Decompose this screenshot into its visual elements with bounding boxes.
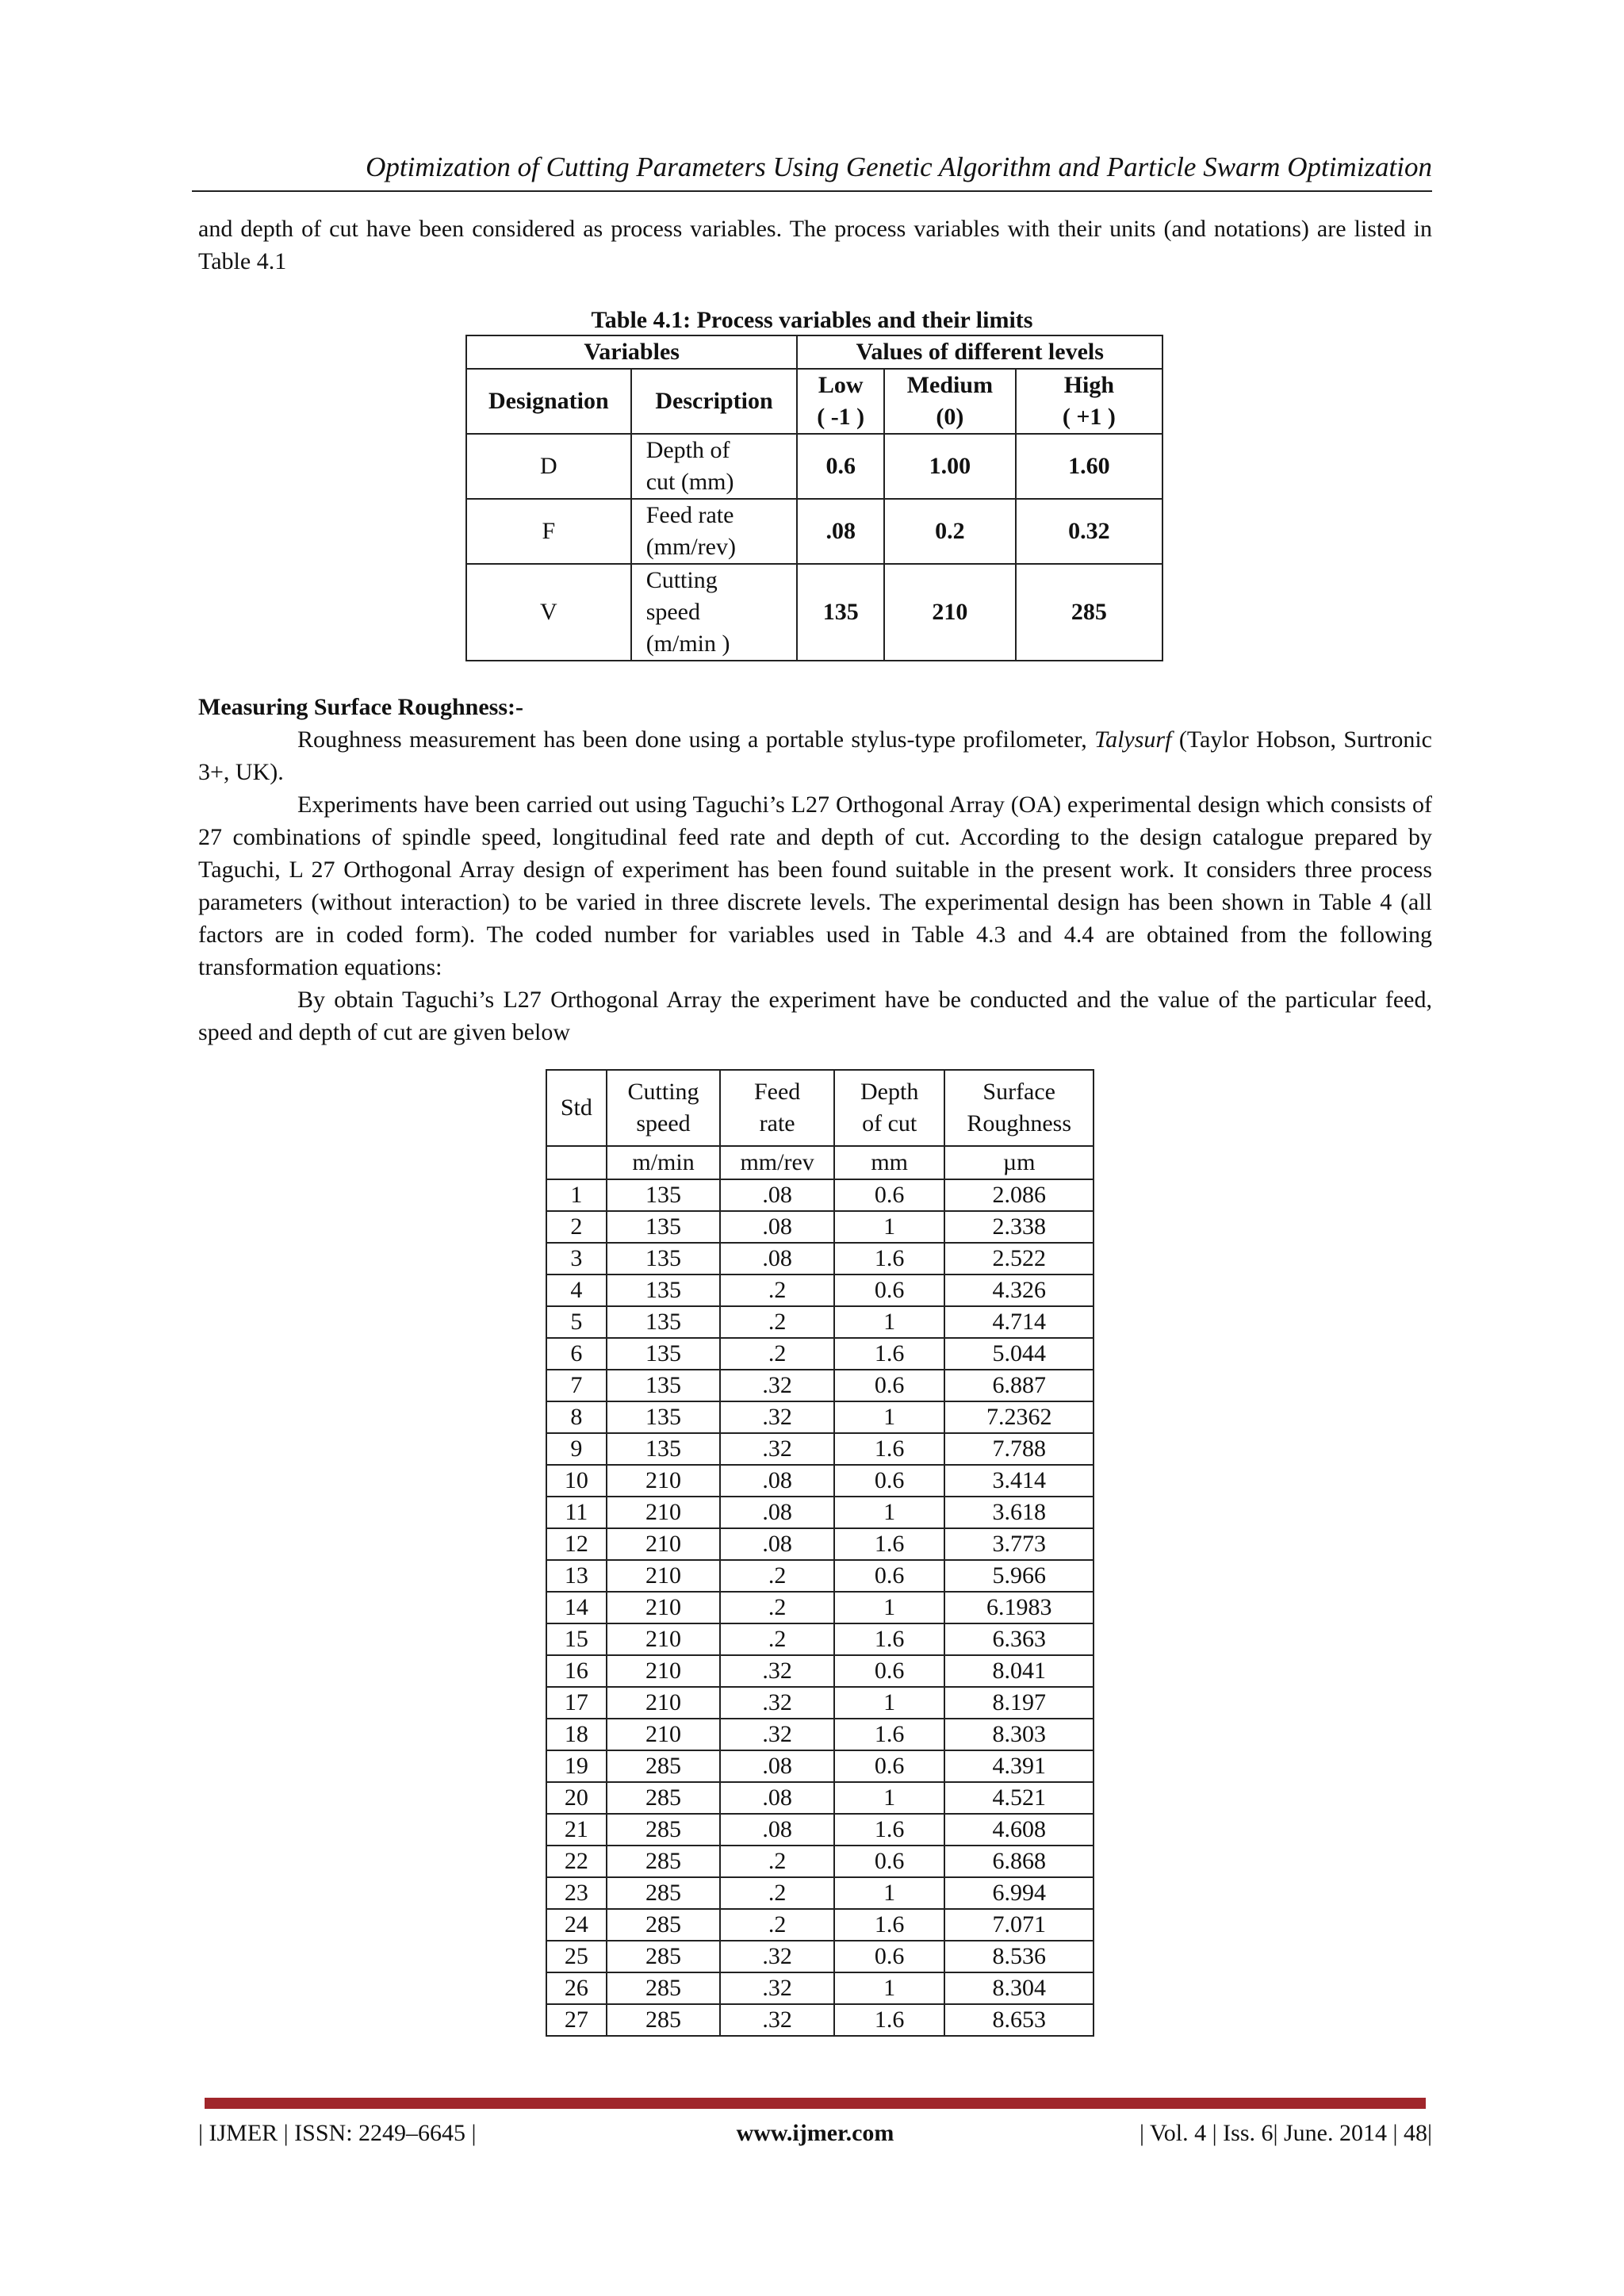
surface-roughness-cell: 8.197 bbox=[944, 1687, 1094, 1719]
surface-roughness-cell: 6.363 bbox=[944, 1623, 1094, 1655]
description-line: Depth of bbox=[645, 437, 730, 463]
table-row bbox=[546, 1623, 1094, 1655]
depth-of-cut-cell: 1.6 bbox=[834, 2004, 944, 2036]
cutting-speed-cell: 210 bbox=[607, 1465, 721, 1497]
paragraph-text: Roughness measurement has been done using a portable stylus-type profilometer, bbox=[297, 726, 1095, 753]
unit-std bbox=[546, 1146, 607, 1179]
surface-roughness-cell: 5.966 bbox=[944, 1560, 1094, 1592]
feed-rate-cell: .08 bbox=[720, 1814, 834, 1846]
std-cell: 7 bbox=[546, 1370, 607, 1401]
footer-website-link[interactable]: www.ijmer.com bbox=[736, 2120, 894, 2146]
header-line: Feed bbox=[753, 1079, 801, 1105]
cutting-speed-cell: 210 bbox=[607, 1560, 721, 1592]
table-row bbox=[546, 1941, 1094, 1972]
cutting-speed-cell: 285 bbox=[607, 2004, 721, 2036]
experiment-rows bbox=[546, 1179, 1094, 2036]
table-row bbox=[546, 1465, 1094, 1497]
feed-rate-cell: .32 bbox=[720, 1972, 834, 2004]
std-cell: 13 bbox=[546, 1560, 607, 1592]
instrument-name: Talysurf bbox=[1094, 726, 1172, 753]
surface-roughness-cell: 6.887 bbox=[944, 1370, 1094, 1401]
high-code: ( +1 ) bbox=[1062, 404, 1116, 430]
surface-roughness-cell: 5.044 bbox=[944, 1338, 1094, 1370]
std-cell: 27 bbox=[546, 2004, 607, 2036]
feed-rate-cell: .2 bbox=[720, 1560, 834, 1592]
col-header-medium bbox=[884, 369, 1016, 434]
cutting-speed-cell: 285 bbox=[607, 1877, 721, 1909]
std-cell: 4 bbox=[546, 1274, 607, 1306]
col-header-cutting-speed bbox=[607, 1070, 721, 1146]
table-row bbox=[546, 1370, 1094, 1401]
feed-rate-cell: .2 bbox=[720, 1592, 834, 1623]
surface-roughness-cell: 2.086 bbox=[944, 1179, 1094, 1211]
feed-rate-cell: .32 bbox=[720, 1941, 834, 1972]
std-cell: 15 bbox=[546, 1623, 607, 1655]
cutting-speed-cell: 285 bbox=[607, 1750, 721, 1782]
col-header-high bbox=[1016, 369, 1162, 434]
table-experiment-results bbox=[546, 1069, 1094, 2037]
table-row bbox=[546, 2004, 1094, 2036]
feed-rate-cell: .2 bbox=[720, 1877, 834, 1909]
col-header-depth-of-cut bbox=[834, 1070, 944, 1146]
table-row bbox=[546, 1274, 1094, 1306]
table-row bbox=[546, 1179, 1094, 1211]
surface-roughness-cell: 6.868 bbox=[944, 1846, 1094, 1877]
cutting-speed-cell: 135 bbox=[607, 1274, 721, 1306]
table-row bbox=[546, 1401, 1094, 1433]
cutting-speed-cell: 135 bbox=[607, 1370, 721, 1401]
std-cell: 11 bbox=[546, 1497, 607, 1528]
description-cell bbox=[631, 564, 798, 661]
col-header-low bbox=[797, 369, 884, 434]
col-header-surface-roughness bbox=[944, 1070, 1094, 1146]
medium-label: Medium bbox=[906, 372, 994, 398]
table-row bbox=[466, 434, 1162, 499]
table-row bbox=[546, 1528, 1094, 1560]
std-cell: 21 bbox=[546, 1814, 607, 1846]
surface-roughness-cell: 7.071 bbox=[944, 1909, 1094, 1941]
medium-value-cell: 0.2 bbox=[884, 499, 1016, 564]
depth-of-cut-cell: 0.6 bbox=[834, 1846, 944, 1877]
unit-depth: mm bbox=[834, 1146, 944, 1179]
table-4-1-caption: Table 4.1: Process variables and their limits bbox=[591, 307, 1033, 333]
depth-of-cut-cell: 1.6 bbox=[834, 1623, 944, 1655]
std-cell: 8 bbox=[546, 1401, 607, 1433]
running-header-title: Optimization of Cutting Parameters Using Genetic Algorithm and Particle Swarm Optimization bbox=[366, 151, 1432, 182]
header-line: speed bbox=[636, 1110, 691, 1137]
table-row bbox=[546, 1306, 1094, 1338]
feed-rate-cell: .08 bbox=[720, 1243, 834, 1274]
feed-rate-cell: .2 bbox=[720, 1274, 834, 1306]
cutting-speed-cell: 135 bbox=[607, 1179, 721, 1211]
paragraph-orthogonal-array: By obtain Taguchi’s L27 Orthogonal Array the experiment have be conducted and the value of the particular feed, speed and depth of cut are given below bbox=[198, 987, 1432, 1045]
cutting-speed-cell: 135 bbox=[607, 1306, 721, 1338]
std-cell: 23 bbox=[546, 1877, 607, 1909]
std-cell: 14 bbox=[546, 1592, 607, 1623]
table-row bbox=[546, 1719, 1094, 1750]
feed-rate-cell: .32 bbox=[720, 1433, 834, 1465]
feed-rate-cell: .32 bbox=[720, 2004, 834, 2036]
table-row bbox=[466, 564, 1162, 661]
paragraph-profilometer bbox=[198, 723, 1432, 788]
intro-text: and depth of cut have been considered as process variables. The process variables with their units (and notations) are listed in Table 4.1 bbox=[198, 216, 1432, 274]
std-cell: 2 bbox=[546, 1211, 607, 1243]
cutting-speed-cell: 135 bbox=[607, 1243, 721, 1274]
unit-speed: m/min bbox=[607, 1146, 721, 1179]
designation-cell: V bbox=[466, 564, 631, 661]
table-row bbox=[546, 1243, 1094, 1274]
header-line: Surface bbox=[982, 1079, 1056, 1105]
depth-of-cut-cell: 0.6 bbox=[834, 1941, 944, 1972]
surface-roughness-cell: 8.653 bbox=[944, 2004, 1094, 2036]
std-cell: 18 bbox=[546, 1719, 607, 1750]
depth-of-cut-cell: 1 bbox=[834, 1497, 944, 1528]
cutting-speed-cell: 210 bbox=[607, 1687, 721, 1719]
std-cell: 10 bbox=[546, 1465, 607, 1497]
depth-of-cut-cell: 1 bbox=[834, 1592, 944, 1623]
low-value-cell: 135 bbox=[797, 564, 884, 661]
std-cell: 9 bbox=[546, 1433, 607, 1465]
description-line: Feed rate bbox=[645, 502, 734, 528]
surface-roughness-cell: 8.536 bbox=[944, 1941, 1094, 1972]
feed-rate-cell: .2 bbox=[720, 1909, 834, 1941]
table-row bbox=[546, 1846, 1094, 1877]
depth-of-cut-cell: 1.6 bbox=[834, 1243, 944, 1274]
surface-roughness-cell: 6.994 bbox=[944, 1877, 1094, 1909]
footer-accent-bar bbox=[205, 2098, 1426, 2109]
surface-roughness-cell: 4.521 bbox=[944, 1782, 1094, 1814]
std-cell: 3 bbox=[546, 1243, 607, 1274]
feed-rate-cell: .2 bbox=[720, 1623, 834, 1655]
header-line: Cutting bbox=[627, 1079, 699, 1105]
surface-roughness-cell: 7.2362 bbox=[944, 1401, 1094, 1433]
col-header-designation: Designation bbox=[466, 369, 631, 434]
footer-issue-page: | Vol. 4 | Iss. 6| June. 2014 | 48| bbox=[1139, 2120, 1432, 2146]
cutting-speed-cell: 210 bbox=[607, 1528, 721, 1560]
depth-of-cut-cell: 1 bbox=[834, 1782, 944, 1814]
depth-of-cut-cell: 1.6 bbox=[834, 1909, 944, 1941]
medium-value-cell: 210 bbox=[884, 564, 1016, 661]
description-line: speed bbox=[645, 599, 700, 625]
paragraph-text: (Taylor Hobson, Surtronic 3+, UK). bbox=[198, 726, 1432, 785]
feed-rate-cell: .2 bbox=[720, 1338, 834, 1370]
surface-roughness-cell: 8.304 bbox=[944, 1972, 1094, 2004]
section-body bbox=[198, 723, 1432, 1048]
table-row bbox=[546, 1211, 1094, 1243]
depth-of-cut-cell: 0.6 bbox=[834, 1465, 944, 1497]
high-value-cell: 0.32 bbox=[1016, 499, 1162, 564]
cutting-speed-cell: 285 bbox=[607, 1814, 721, 1846]
cutting-speed-cell: 285 bbox=[607, 1846, 721, 1877]
cutting-speed-cell: 285 bbox=[607, 1782, 721, 1814]
surface-roughness-cell: 3.618 bbox=[944, 1497, 1094, 1528]
depth-of-cut-cell: 1.6 bbox=[834, 1814, 944, 1846]
description-line: (mm/rev) bbox=[645, 534, 736, 560]
std-cell: 16 bbox=[546, 1655, 607, 1687]
medium-value-cell: 1.00 bbox=[884, 434, 1016, 499]
section-heading-surface-roughness: Measuring Surface Roughness:- bbox=[198, 694, 523, 720]
high-label: High bbox=[1063, 372, 1115, 398]
feed-rate-cell: .08 bbox=[720, 1750, 834, 1782]
std-cell: 5 bbox=[546, 1306, 607, 1338]
medium-code: (0) bbox=[936, 404, 964, 430]
cutting-speed-cell: 210 bbox=[607, 1623, 721, 1655]
cutting-speed-cell: 210 bbox=[607, 1655, 721, 1687]
depth-of-cut-cell: 1.6 bbox=[834, 1338, 944, 1370]
intro-paragraph bbox=[198, 213, 1432, 278]
std-cell: 26 bbox=[546, 1972, 607, 2004]
description-line: Cutting bbox=[645, 567, 718, 593]
feed-rate-cell: .08 bbox=[720, 1179, 834, 1211]
cutting-speed-cell: 210 bbox=[607, 1497, 721, 1528]
table-row bbox=[546, 1655, 1094, 1687]
cutting-speed-cell: 285 bbox=[607, 1972, 721, 2004]
std-cell: 1 bbox=[546, 1179, 607, 1211]
cutting-speed-cell: 210 bbox=[607, 1719, 721, 1750]
depth-of-cut-cell: 1.6 bbox=[834, 1433, 944, 1465]
paragraph-experiment-design: Experiments have been carried out using Taguchi’s L27 Orthogonal Array (OA) experimental design which consists of 27 combinations of spindle speed, longitudinal feed rate and depth of cut. According to the design catalogue prepared by Taguchi, L 27 Orthogonal Array design of experiment has been found suitable in the present work. It considers three process parameters (without interaction) to be varied in three discrete levels. The experimental design has been shown in Table 4 (all factors are in coded form). The coded number for variables used in Table 4.3 and 4.4 are obtained from the following transformation equations: bbox=[198, 792, 1432, 980]
header-line: of cut bbox=[862, 1110, 917, 1137]
footer-journal-info: | IJMER | ISSN: 2249–6645 | bbox=[198, 2120, 477, 2146]
surface-roughness-cell: 3.773 bbox=[944, 1528, 1094, 1560]
low-value-cell: .08 bbox=[797, 499, 884, 564]
low-code: ( -1 ) bbox=[817, 404, 865, 430]
table-row bbox=[546, 1592, 1094, 1623]
description-line: cut (mm) bbox=[645, 469, 734, 495]
table-row bbox=[546, 1877, 1094, 1909]
surface-roughness-cell: 4.391 bbox=[944, 1750, 1094, 1782]
unit-roughness: µm bbox=[944, 1146, 1094, 1179]
table-row bbox=[546, 1560, 1094, 1592]
header-line: rate bbox=[759, 1110, 795, 1137]
depth-of-cut-cell: 1 bbox=[834, 1972, 944, 2004]
depth-of-cut-cell: 0.6 bbox=[834, 1750, 944, 1782]
page-footer bbox=[198, 2118, 1432, 2149]
header-divider bbox=[192, 190, 1432, 192]
description-cell bbox=[631, 499, 798, 564]
group-header-levels: Values of different levels bbox=[797, 335, 1162, 369]
feed-rate-cell: .08 bbox=[720, 1497, 834, 1528]
table-row bbox=[546, 1433, 1094, 1465]
depth-of-cut-cell: 0.6 bbox=[834, 1370, 944, 1401]
surface-roughness-cell: 4.714 bbox=[944, 1306, 1094, 1338]
depth-of-cut-cell: 0.6 bbox=[834, 1655, 944, 1687]
table-row bbox=[546, 1972, 1094, 2004]
std-cell: 25 bbox=[546, 1941, 607, 1972]
cutting-speed-cell: 285 bbox=[607, 1941, 721, 1972]
feed-rate-cell: .32 bbox=[720, 1719, 834, 1750]
feed-rate-cell: .32 bbox=[720, 1370, 834, 1401]
unit-feed: mm/rev bbox=[720, 1146, 834, 1179]
surface-roughness-cell: 7.788 bbox=[944, 1433, 1094, 1465]
depth-of-cut-cell: 0.6 bbox=[834, 1560, 944, 1592]
table-row bbox=[546, 1814, 1094, 1846]
feed-rate-cell: .08 bbox=[720, 1465, 834, 1497]
cutting-speed-cell: 135 bbox=[607, 1433, 721, 1465]
feed-rate-cell: .08 bbox=[720, 1782, 834, 1814]
depth-of-cut-cell: 1 bbox=[834, 1401, 944, 1433]
surface-roughness-cell: 3.414 bbox=[944, 1465, 1094, 1497]
surface-roughness-cell: 8.041 bbox=[944, 1655, 1094, 1687]
cutting-speed-cell: 135 bbox=[607, 1401, 721, 1433]
feed-rate-cell: .32 bbox=[720, 1401, 834, 1433]
depth-of-cut-cell: 1 bbox=[834, 1877, 944, 1909]
feed-rate-cell: .08 bbox=[720, 1528, 834, 1560]
feed-rate-cell: .2 bbox=[720, 1846, 834, 1877]
table-4-1-process-variables bbox=[465, 335, 1163, 661]
table-row bbox=[546, 1782, 1094, 1814]
table-row bbox=[546, 1750, 1094, 1782]
std-cell: 17 bbox=[546, 1687, 607, 1719]
col-header-feed-rate bbox=[720, 1070, 834, 1146]
feed-rate-cell: .32 bbox=[720, 1655, 834, 1687]
std-cell: 12 bbox=[546, 1528, 607, 1560]
low-value-cell: 0.6 bbox=[797, 434, 884, 499]
table-row bbox=[546, 1909, 1094, 1941]
std-cell: 6 bbox=[546, 1338, 607, 1370]
table-row bbox=[546, 1687, 1094, 1719]
depth-of-cut-cell: 1 bbox=[834, 1306, 944, 1338]
surface-roughness-cell: 2.338 bbox=[944, 1211, 1094, 1243]
surface-roughness-cell: 8.303 bbox=[944, 1719, 1094, 1750]
header-line: Roughness bbox=[967, 1110, 1072, 1137]
high-value-cell: 285 bbox=[1016, 564, 1162, 661]
description-cell bbox=[631, 434, 798, 499]
std-cell: 20 bbox=[546, 1782, 607, 1814]
cutting-speed-cell: 135 bbox=[607, 1338, 721, 1370]
depth-of-cut-cell: 1.6 bbox=[834, 1528, 944, 1560]
description-line: (m/min ) bbox=[645, 631, 730, 657]
cutting-speed-cell: 135 bbox=[607, 1211, 721, 1243]
feed-rate-cell: .32 bbox=[720, 1687, 834, 1719]
table-row bbox=[546, 1338, 1094, 1370]
surface-roughness-cell: 2.522 bbox=[944, 1243, 1094, 1274]
designation-cell: F bbox=[466, 499, 631, 564]
table-row bbox=[466, 499, 1162, 564]
std-cell: 24 bbox=[546, 1909, 607, 1941]
group-header-variables: Variables bbox=[466, 335, 797, 369]
feed-rate-cell: .08 bbox=[720, 1211, 834, 1243]
header-line: Depth bbox=[860, 1079, 919, 1105]
surface-roughness-cell: 4.608 bbox=[944, 1814, 1094, 1846]
cutting-speed-cell: 285 bbox=[607, 1909, 721, 1941]
depth-of-cut-cell: 0.6 bbox=[834, 1274, 944, 1306]
feed-rate-cell: .2 bbox=[720, 1306, 834, 1338]
cutting-speed-cell: 210 bbox=[607, 1592, 721, 1623]
table-row bbox=[546, 1497, 1094, 1528]
depth-of-cut-cell: 0.6 bbox=[834, 1179, 944, 1211]
std-cell: 22 bbox=[546, 1846, 607, 1877]
high-value-cell: 1.60 bbox=[1016, 434, 1162, 499]
low-label: Low bbox=[818, 372, 864, 398]
std-cell: 19 bbox=[546, 1750, 607, 1782]
depth-of-cut-cell: 1 bbox=[834, 1687, 944, 1719]
units-row bbox=[546, 1146, 1094, 1179]
col-header-std: Std bbox=[546, 1070, 607, 1146]
depth-of-cut-cell: 1 bbox=[834, 1211, 944, 1243]
depth-of-cut-cell: 1.6 bbox=[834, 1719, 944, 1750]
designation-cell: D bbox=[466, 434, 631, 499]
surface-roughness-cell: 4.326 bbox=[944, 1274, 1094, 1306]
col-header-description: Description bbox=[631, 369, 798, 434]
surface-roughness-cell: 6.1983 bbox=[944, 1592, 1094, 1623]
